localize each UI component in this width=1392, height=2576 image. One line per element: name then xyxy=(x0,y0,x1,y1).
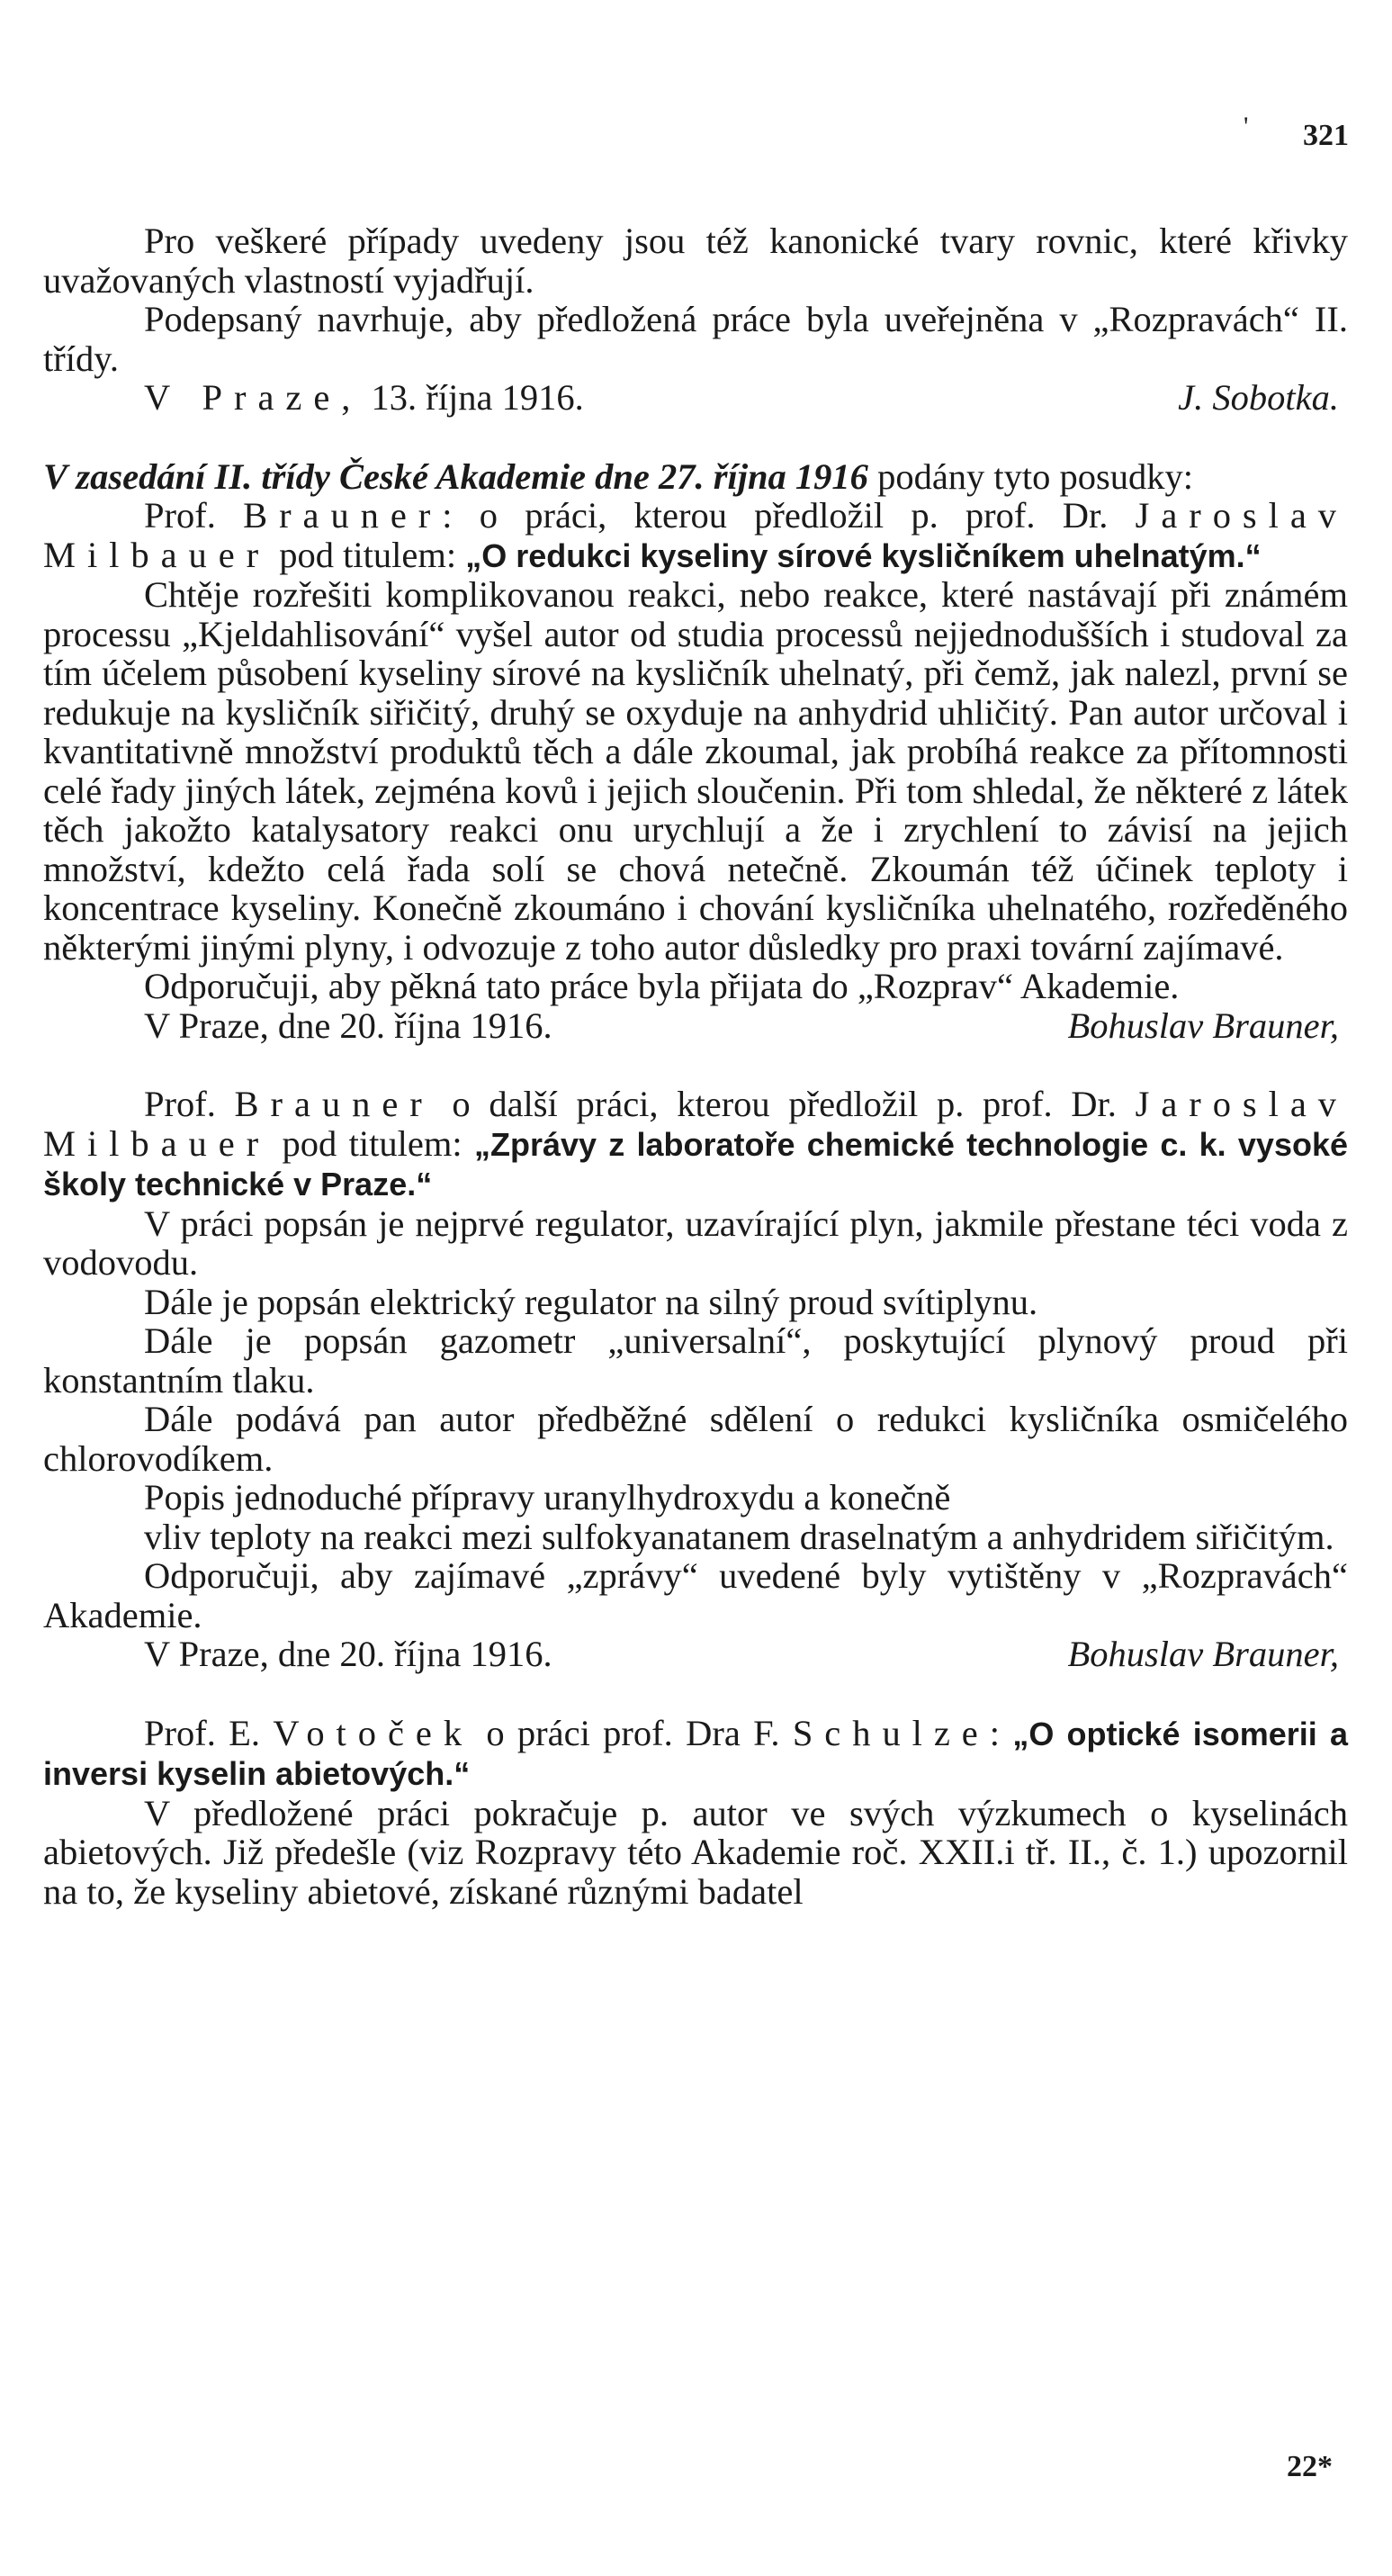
author-name: Schulze xyxy=(792,1712,990,1753)
heading-text: : o práci, kterou předložil p. prof. Dr. xyxy=(442,495,1136,536)
work-title: „O redukci kyseliny sírové kysličníkem uhelnatým.“ xyxy=(465,536,1262,574)
work-title: „Zprávy z laboratoře chemické technologie c. k. vysoké školy technické v Praze.“ xyxy=(43,1125,1348,1202)
review-heading xyxy=(43,496,1348,575)
reviewer-name: Votoček xyxy=(273,1712,474,1753)
review-heading xyxy=(43,1085,1348,1204)
stray-mark: ' xyxy=(1244,112,1249,141)
page-number: 321 xyxy=(1303,119,1349,152)
work-title: „O optické isomerii a inversi kyselin abietových.“ xyxy=(43,1715,1348,1792)
heading-text: o práci prof. Dra F. xyxy=(473,1712,793,1753)
paragraph: Podepsaný navrhuje, aby předložená práce byla uveřejněna v „Rozpravách“ II. třídy. xyxy=(43,299,1348,379)
session-rest: podány tyto posudky: xyxy=(867,455,1194,497)
paragraph: Dále je popsán elektrický regulator na silný proud svítiplynu. xyxy=(144,1281,1038,1322)
place-date: V Praze, dne 20. října 1916. xyxy=(144,1634,552,1674)
body-text xyxy=(43,221,1348,1911)
prof-label: Prof. xyxy=(144,1084,235,1124)
reviewer-name: Brauner xyxy=(234,1084,434,1124)
signature-name: Bohuslav Brauner, xyxy=(1067,1634,1339,1674)
heading-colon: : xyxy=(989,1712,1013,1753)
signature-line xyxy=(43,378,1348,418)
place-date: V Praze, dne 20. října 1916. xyxy=(144,1004,552,1046)
paragraph: vliv teploty na reakci mezi sulfokyanatanem draselnatým a anhydridem siřičitým. xyxy=(144,1516,1334,1557)
spacer xyxy=(43,1045,1348,1085)
session-heading xyxy=(43,457,1348,497)
date: 13. října 1916. xyxy=(362,377,584,418)
paragraph: Odporučuji, aby zajímavé „zprávy“ uvedené byly vytištěny v „Rozpravách“ Akademie. xyxy=(43,1555,1348,1635)
paragraph: V předložené práci pokračuje p. autor ve svých výzkumech o kyselinách abietových. Již předešle (viz Rozpravy této Akademie roč. XXII.i tř. II., č. 1.) upozornil na to, že kyseliny abietové, získané různými badatel xyxy=(43,1792,1348,1912)
paragraph: Dále podává pan autor předběžné sdělení o redukci kysličníka osmičelého chlorovodíkem. xyxy=(43,1399,1348,1479)
paragraph: Popis jednoduché přípravy uranylhydroxydu a konečně xyxy=(144,1477,951,1518)
signature-name: Bohuslav Brauner, xyxy=(1067,1004,1339,1046)
title-intro: pod titulem: xyxy=(270,1122,474,1164)
spacer xyxy=(43,1674,1348,1714)
review-heading xyxy=(43,1714,1348,1794)
heading-text: o další práci, kterou předložil p. prof. Dr. xyxy=(433,1084,1136,1124)
prof-label: Prof. xyxy=(144,495,244,536)
paragraph: Odporučuji, aby pěkná tato práce byla přijata do „Rozprav“ Akademie. xyxy=(144,966,1180,1006)
author-name: Jaroslav Milbauer xyxy=(43,1084,1348,1164)
title-intro: pod titulem: xyxy=(270,534,466,575)
paragraph: Dále je popsán gazometr „universalní“, poskytující plynový proud při konstantním tlaku. xyxy=(43,1320,1348,1401)
paragraph: V práci popsán je nejprvé regulator, uzavírající plyn, jakmile přestane téci voda z vodovodu. xyxy=(43,1202,1348,1283)
signature-mark: 22* xyxy=(1287,2450,1333,2483)
prof-label: Prof. E. xyxy=(144,1712,274,1753)
place: V Praze, xyxy=(144,377,363,418)
paragraph: Chtěje rozřešiti komplikovanou reakci, nebo reakce, které nastávají při známém processu „Kjeldahlisování“ vyšel autor od studia processů nejjednodušších i studoval za tím účelem působení kyseliny sírové na kysličník uhelnatý, při čemž, jak nalezl, první se redukuje na kysličník siřičitý, druhý se oxyduje na anhydrid uhličitý. Pan autor určoval i kvantitativně množství produktů těch a dále zkoumal, jak probíhá reakce za přítomnosti celé řady jiných látek, zejména kovů i jejich sloučenin. Při tom shledal, že některé z látek těch jakožto katalysatory reakci onu urychlují a že i zrychlení to závisí na jejich množství, kdežto celá řada solí se chová netečně. Zkoumán též účinek teploty i koncentrace kyseliny. Konečně zkoumáno i chování kysličníka uhelnatého, rozředěného některými jinými plyny, i odvozuje z toho autor důsledky pro praxi tovární zajímavé. xyxy=(43,574,1348,968)
signature-line xyxy=(43,1006,1348,1046)
signature-line xyxy=(43,1635,1348,1674)
signature-name: J. Sobotka. xyxy=(1178,377,1339,418)
place-date xyxy=(144,378,584,418)
reviewer-name: Brauner xyxy=(243,495,443,536)
author-name: Jaroslav Milbauer xyxy=(43,495,1348,575)
session-title: V zasedání II. třídy České Akademie dne 27. října 1916 xyxy=(43,455,868,497)
paragraph: Pro veškeré případy uvedeny jsou též kanonické tvary rovnic, které křivky uvažovaných vlastností vyjadřují. xyxy=(43,221,1348,301)
spacer xyxy=(43,418,1348,457)
